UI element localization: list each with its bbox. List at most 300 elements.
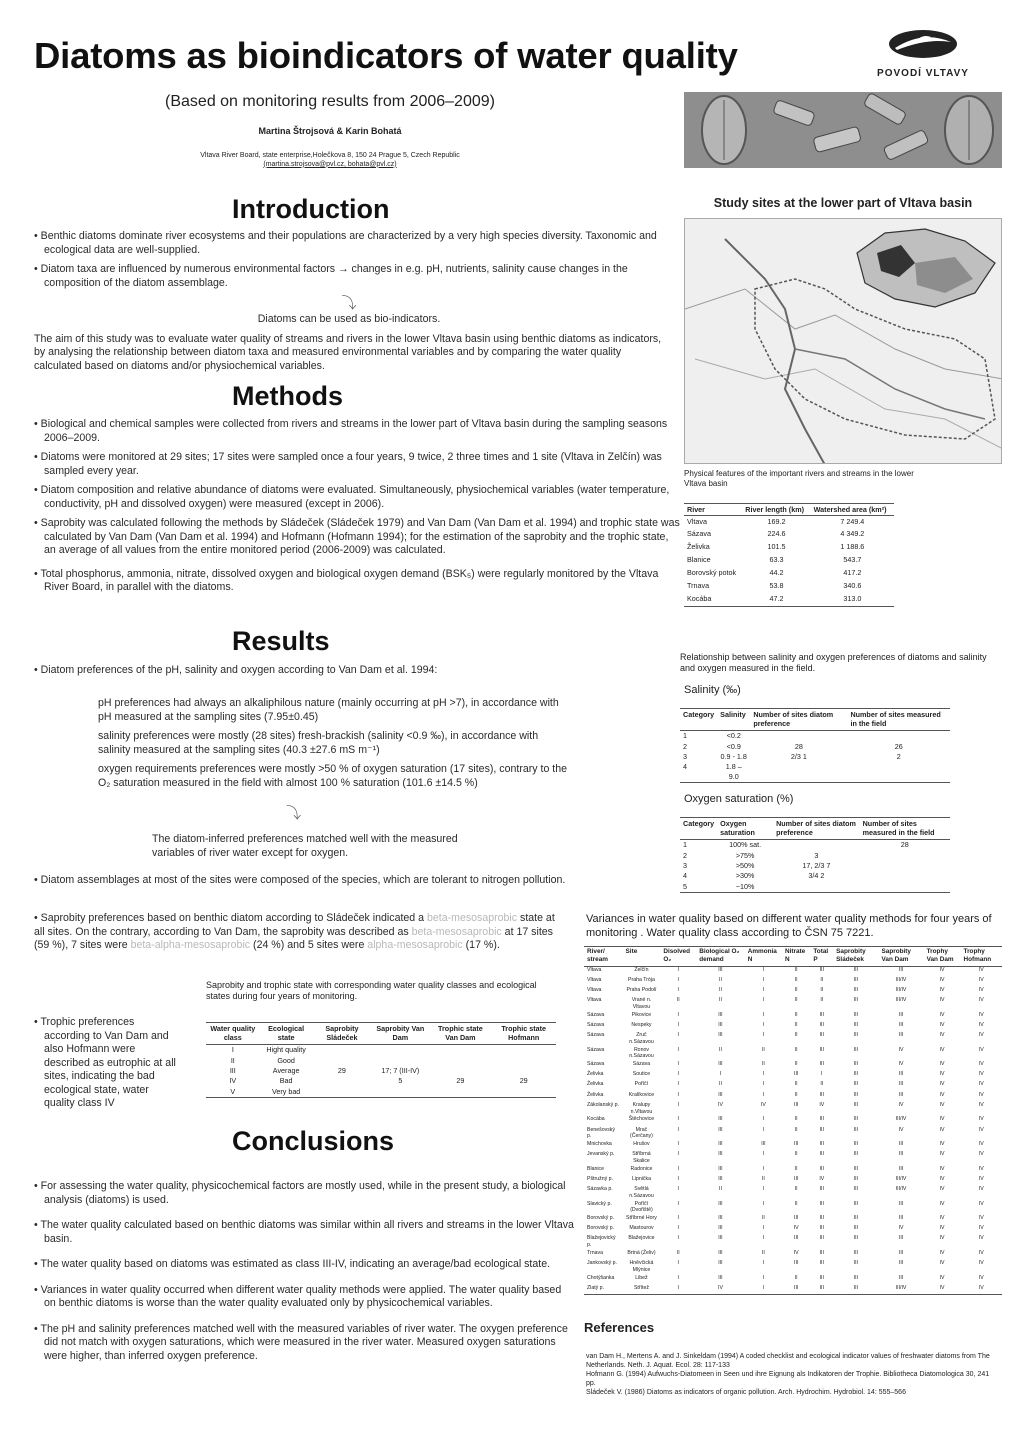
- table-cell: III: [718, 1126, 723, 1133]
- table-cell: 4: [683, 871, 687, 881]
- table-cell: 17; 7 (III-IV): [381, 1065, 420, 1075]
- table-cell: IV: [939, 1249, 945, 1256]
- povodi-vltavy-logo: [848, 28, 998, 86]
- preferences-block: [98, 697, 568, 796]
- table-cell: II: [820, 997, 824, 1004]
- poster-subtitle: (Based on monitoring results from 2006–2009): [165, 93, 495, 110]
- table-row: [584, 1126, 1002, 1141]
- intro-bullet: • Benthic diatoms dominate river ecosystems and their populations are characterized by a very high species diversity. Taxonomic and ecological data are well-supplied.: [34, 230, 664, 257]
- table-cell: I: [677, 1061, 679, 1068]
- table-cell: IV: [939, 1116, 945, 1123]
- table-cell: III: [853, 1165, 858, 1172]
- table-cell: IV: [939, 1225, 945, 1232]
- table-cell: [429, 1044, 491, 1055]
- table-cell: III: [794, 1284, 799, 1291]
- table-cell: I: [677, 967, 679, 974]
- table-cell: IV: [939, 1071, 945, 1078]
- table-cell: Vltava: [587, 967, 602, 974]
- table-cell: IV: [978, 1126, 984, 1133]
- table-row: [684, 516, 894, 529]
- table-cell: II: [794, 1200, 798, 1207]
- table-cell: Borovský p.: [587, 1215, 615, 1222]
- wq-table-caption: Saprobity and trophic state with corresponding water quality classes and ecological states during four years of monitoring.: [206, 980, 537, 1002]
- reference-item: Sládeček V. (1986) Diatoms as indicators of organic pollution. Arch. Hydrochim. Hydrobiol. 14: 555–566: [586, 1389, 906, 1397]
- table-cell: III: [898, 1081, 904, 1088]
- column-header: Number of sites diatom preference: [773, 818, 860, 840]
- table-cell: I: [762, 1011, 765, 1018]
- table-cell: I: [762, 967, 765, 974]
- column-header: Water quality class: [206, 1023, 260, 1045]
- table-cell: Nespeky: [631, 1021, 652, 1028]
- table-row: [584, 1274, 1002, 1284]
- table-cell: IV: [978, 997, 984, 1004]
- table-cell: I: [762, 1126, 765, 1133]
- table-cell: I: [677, 1126, 679, 1133]
- table-cell: II: [761, 1215, 765, 1222]
- oxygen-table: [680, 817, 950, 893]
- introduction-body: [34, 230, 664, 380]
- table-cell: I: [677, 1011, 679, 1018]
- table-cell: III: [819, 1249, 824, 1256]
- table-cell: Ronov n.Sázavou: [629, 1046, 654, 1060]
- table-cell: IV: [898, 1101, 904, 1108]
- table-cell: II: [794, 1126, 798, 1133]
- table-cell: I: [677, 1165, 679, 1172]
- table-row: [584, 997, 1002, 1012]
- table-cell: V: [230, 1086, 236, 1096]
- table-cell: IV: [978, 1032, 984, 1039]
- table-cell: I: [677, 1260, 679, 1267]
- table-cell: III: [853, 1284, 858, 1291]
- table-cell: Želivka: [587, 1081, 604, 1088]
- table-header-row: [680, 818, 950, 840]
- table-cell: II: [676, 997, 680, 1004]
- table-cell: [860, 850, 950, 860]
- intro-center-line: [34, 294, 664, 327]
- table-cell: 2/3 1: [790, 751, 807, 761]
- methods-bullet: • Saprobity was calculated following the methods by Sládeček (Sládeček 1979) and Van Dam (Van Dam et al. 1994) and trophic state was calculated by Van Dam (Van Dam et al. 1994) and Hofmann (Hofmann 1994); for the estimation of the saprobity and the trophic state, an average of all values from the entire monitored period (2006-2009) was calculated.: [34, 517, 680, 558]
- affiliation-text: Vltava River Board, state enterprise,Holečkova 8, 150 24 Prague 5, Czech Republic: [200, 152, 460, 159]
- table-row: [584, 1141, 1002, 1151]
- table-cell: 28: [900, 840, 909, 850]
- table-cell: I: [677, 1186, 679, 1193]
- table-cell: 224.6: [767, 529, 786, 539]
- table-cell: III: [718, 1225, 723, 1232]
- table-cell: IV: [978, 1091, 984, 1098]
- table-cell: III: [761, 1141, 766, 1148]
- column-header: Category: [680, 818, 717, 840]
- table-cell: Zlatý p.: [587, 1284, 605, 1291]
- trophic-preferences: [34, 1016, 180, 1117]
- table-row: [584, 1235, 1002, 1250]
- table-cell: Vltava: [687, 516, 707, 526]
- table-cell: 29: [456, 1076, 465, 1086]
- table-cell: [860, 860, 950, 870]
- table-cell: I: [762, 1235, 765, 1242]
- table-cell: [773, 881, 860, 892]
- table-cell: III: [853, 1021, 858, 1028]
- table-cell: Pikovice: [631, 1011, 652, 1018]
- table-cell: III: [819, 1284, 824, 1291]
- table-cell: IV: [978, 1225, 984, 1232]
- curved-arrow-icon: ⤵: [341, 295, 357, 313]
- table-cell: IV: [819, 1175, 825, 1182]
- table-cell: III: [898, 1249, 904, 1256]
- table-cell: [773, 839, 860, 850]
- table-cell: IV: [939, 1175, 945, 1182]
- table-cell: 313.0: [843, 594, 862, 604]
- table-cell: >50%: [735, 860, 755, 870]
- table-cell: 44.2: [769, 568, 784, 578]
- table-cell: II: [794, 1151, 798, 1158]
- curved-arrow-icon: ⤵: [286, 805, 302, 822]
- table-cell: III: [718, 1260, 723, 1267]
- table-cell: III: [853, 1091, 858, 1098]
- table-cell: IV: [978, 1175, 984, 1182]
- table-cell: I: [231, 1045, 234, 1055]
- table-cell: II: [761, 1175, 765, 1182]
- table-cell: Hrušov: [633, 1141, 650, 1148]
- table-cell: I: [677, 1215, 679, 1222]
- references-heading: References: [584, 1320, 655, 1335]
- table-cell: III: [794, 1175, 799, 1182]
- table-cell: III: [819, 1274, 824, 1281]
- table-cell: [313, 1086, 372, 1097]
- table-row: [584, 1046, 1002, 1061]
- table-cell: III/IV: [895, 1175, 907, 1182]
- saprobity-text: (17 %).: [462, 939, 500, 952]
- table-header-row: [584, 947, 1002, 967]
- emails: (martina.strojsova@pvl.cz, bohata@pvl.cz): [263, 160, 397, 168]
- table-cell: III: [794, 1071, 799, 1078]
- table-cell: 5: [398, 1076, 403, 1086]
- table-cell: Pštružný p.: [587, 1175, 613, 1182]
- column-header: Disolved O₂: [660, 947, 696, 967]
- table-cell: I: [762, 1284, 765, 1291]
- table-cell: Brtná (Želiv): [627, 1249, 656, 1256]
- table-cell: Vltava: [587, 987, 602, 994]
- table-cell: 101.5: [767, 542, 786, 552]
- table-cell: III: [794, 1215, 799, 1222]
- table-cell: 26: [894, 741, 903, 751]
- table-cell: I: [677, 1081, 679, 1088]
- table-cell: III: [853, 1126, 858, 1133]
- relationship-caption: Relationship between salinity and oxygen preferences of diatoms and salinity and oxygen measured in the field.: [680, 652, 987, 674]
- table-row: [584, 1101, 1002, 1116]
- ph-preferences: pH preferences had always an alkaliphilous nature (mainly occurring at pH >7), in accordance with pH measured at the sampling sites (7.95±0.45): [98, 697, 559, 723]
- table-cell: I: [677, 1200, 679, 1207]
- table-cell: Trnava: [687, 581, 710, 591]
- water-quality-table: [206, 1022, 556, 1098]
- table-cell: 28: [794, 741, 803, 751]
- table-cell: III/IV: [895, 987, 907, 994]
- table-cell: IV: [718, 1101, 723, 1108]
- table-cell: 5: [683, 881, 687, 891]
- table-cell: Kocába: [687, 594, 712, 604]
- methods-bullet: • Diatom composition and relative abundance of diatoms were evaluated. Simultaneously, physiochemical variables (water temperature, conductivity, pH and dissolved oxygen) were measured (except in 2006).: [34, 484, 680, 511]
- table-cell: Sázava: [587, 1046, 605, 1053]
- table-row: [680, 871, 950, 881]
- table-cell: III: [853, 1274, 858, 1281]
- table-cell: III: [819, 1046, 824, 1053]
- table-cell: III: [898, 1071, 904, 1078]
- table-row: [584, 1021, 1002, 1031]
- table-cell: III/IV: [895, 1186, 907, 1193]
- table-row: [584, 1215, 1002, 1225]
- table-cell: 3/4 2: [808, 871, 825, 881]
- table-cell: IV: [898, 1126, 904, 1133]
- column-header: Trophic state Hofmann: [491, 1023, 556, 1045]
- rivers-caption: Physical features of the important rivers and streams in the lower Vltava basin: [684, 469, 914, 489]
- table-row: [584, 987, 1002, 997]
- table-cell: II: [794, 1046, 798, 1053]
- table-cell: Hněvčická Mlýnice: [629, 1260, 654, 1273]
- table-row: [584, 1284, 1002, 1294]
- intro-bullet: • Diatom taxa are influenced by numerous environmental factors → changes in e.g. pH, nutrients, salinity cause changes in the composition of the diatom assemblage.: [34, 263, 664, 290]
- table-cell: II: [820, 1081, 824, 1088]
- diatom-micrograph: [684, 92, 1002, 168]
- table-cell: [313, 1055, 372, 1065]
- table-row: [584, 1186, 1002, 1201]
- column-header: Saprobity Van Dam: [879, 947, 924, 967]
- column-header: Category: [680, 709, 717, 731]
- table-cell: III/IV: [895, 997, 907, 1004]
- table-cell: IV: [978, 1061, 984, 1068]
- table-cell: III: [718, 1032, 723, 1039]
- table-cell: IV: [939, 1165, 945, 1172]
- salinity-label: Salinity (‰): [684, 684, 741, 696]
- table-row: [684, 568, 894, 581]
- table-cell: III/IV: [895, 1116, 907, 1123]
- column-header: River/ stream: [584, 947, 623, 967]
- table-cell: [371, 1086, 429, 1097]
- table-row: [680, 839, 950, 850]
- table-cell: IV: [978, 1165, 984, 1172]
- table-cell: [847, 762, 950, 782]
- column-header: Biological O₂ demand: [696, 947, 745, 967]
- reference-item: van Dam H., Mertens A. and J. Sinkeldam (1994) A coded checklist and ecological indicator values of freshwater diatoms from The Netherlands. Neth. J. Aquat. Ecol. 28: 117-133: [586, 1353, 990, 1370]
- column-header: Number of sites measured in the field: [860, 818, 950, 840]
- table-cell: I: [677, 976, 679, 983]
- table-cell: III: [898, 1274, 904, 1281]
- conclusion-bullet: • The water quality based on diatoms was estimated as class III-IV, indicating an average/bad ecological state.: [34, 1258, 574, 1272]
- table-cell: III: [853, 1151, 858, 1158]
- table-cell: IV: [939, 1235, 945, 1242]
- table-cell: I: [677, 1046, 679, 1053]
- table-row: [584, 976, 1002, 986]
- table-cell: Sázava: [687, 529, 711, 539]
- table-cell: IV: [793, 1225, 799, 1232]
- table-cell: III: [718, 1061, 723, 1068]
- saprobity-term: beta-mesosaprobic: [411, 925, 502, 938]
- table-cell: Štěchovice: [628, 1116, 655, 1123]
- table-cell: I: [677, 1175, 679, 1182]
- table-cell: [491, 1044, 556, 1055]
- table-cell: IV: [978, 1249, 984, 1256]
- results-body-2: [34, 874, 574, 894]
- table-cell: [429, 1055, 491, 1065]
- authors: Martina Štrojsová & Karin Bohatá: [258, 126, 402, 136]
- column-header: Trophy Van Dam: [924, 947, 961, 967]
- methods-bullet: • Total phosphorus, ammonia, nitrate, dissolved oxygen and biological oxygen demand (BSK₅) were regularly monitored by the Vltava River Board, in parallel with the diatoms.: [34, 568, 680, 595]
- methods-heading: Methods: [232, 381, 343, 411]
- table-cell: I: [762, 1071, 765, 1078]
- table-cell: Mrač (Čerčany): [630, 1126, 653, 1140]
- table-cell: II: [761, 1249, 765, 1256]
- table-row: [680, 850, 950, 860]
- table-row: [680, 741, 950, 751]
- table-cell: II: [794, 1011, 798, 1018]
- table-cell: III/IV: [895, 976, 907, 983]
- table-row: [584, 966, 1002, 976]
- saprobity-text: (24 %) and 5 sites were: [250, 939, 368, 952]
- table-cell: IV: [898, 1225, 904, 1232]
- table-cell: IV: [978, 1274, 984, 1281]
- table-cell: 3: [814, 850, 819, 860]
- table-cell: II: [719, 1186, 722, 1193]
- table-cell: I: [719, 1071, 722, 1078]
- column-header: River: [684, 504, 742, 516]
- table-cell: Želivka: [587, 1071, 604, 1078]
- table-cell: Mnichovka: [587, 1141, 612, 1148]
- study-sites-map: [684, 218, 1002, 464]
- saprobity-paragraph: • Saprobity preferences based on benthic diatom according to Sládeček indicated a beta-mesosaprobic state at all sites. On the contrary, according to Van Dam, the saprobity was described as beta-mesosaprobic at 17 sites (59 %), 7 sites were beta-alpha-mesosaprobic (24 %) and 5 sites were alpha-mesosaprobic (17 %).: [34, 912, 555, 952]
- variances-caption: Variances in water quality based on different water quality methods for four years of monitoring . Water quality class according to ČSN 75 7221.: [586, 913, 992, 940]
- table-row: [584, 1175, 1002, 1185]
- table-cell: III: [898, 1011, 904, 1018]
- table-cell: [491, 1086, 556, 1097]
- table-cell: IV: [939, 976, 945, 983]
- table-cell: Sázava: [632, 1061, 651, 1068]
- table-cell: III: [794, 1235, 799, 1242]
- column-header: Oxygen saturation: [717, 818, 773, 840]
- table-row: [684, 542, 894, 555]
- table-row: [584, 1200, 1002, 1215]
- table-cell: II: [761, 1046, 765, 1053]
- table-cell: III: [853, 997, 858, 1004]
- table-cell: III: [718, 1274, 723, 1281]
- table-cell: IV: [898, 1046, 904, 1053]
- table-row: [680, 751, 950, 761]
- table-cell: Very bad: [271, 1086, 301, 1096]
- table-cell: II: [794, 1274, 798, 1281]
- table-cell: III: [819, 1021, 824, 1028]
- table-cell: [313, 1044, 372, 1055]
- saprobity-term: beta-mesosaprobic: [426, 912, 518, 924]
- table-cell: Good: [277, 1055, 295, 1065]
- table-cell: III: [794, 1101, 799, 1108]
- table-cell: Soutice: [632, 1071, 651, 1078]
- study-sites-heading: Study sites at the lower part of Vltava basin: [713, 196, 973, 210]
- table-row: [684, 594, 894, 607]
- table-cell: 100% sat.: [729, 840, 762, 850]
- table-cell: II: [794, 1165, 798, 1172]
- table-cell: 543.7: [843, 555, 862, 565]
- table-row: [680, 881, 950, 892]
- table-cell: II: [794, 987, 798, 994]
- table-cell: IV: [978, 976, 984, 983]
- column-header: Watershed area (km²): [811, 504, 894, 516]
- reference-item: Hofmann G. (1994) Aufwuchs-Diatomeen in Seen und ihre Eignung als Indikatoren der Trophie. Bibliotheca Diatomologica 30, 241 pp.: [586, 1371, 990, 1388]
- table-cell: II: [794, 1081, 798, 1088]
- table-row: [680, 762, 950, 782]
- table-cell: Kocába: [587, 1116, 605, 1123]
- table-cell: Blažejovice: [628, 1235, 655, 1242]
- table-cell: III: [819, 1141, 824, 1148]
- table-cell: Lipnička: [631, 1175, 651, 1182]
- table-cell: III: [853, 1200, 858, 1207]
- table-cell: Blanice: [687, 555, 711, 565]
- table-cell: II: [719, 997, 722, 1004]
- table-cell: II: [794, 1186, 798, 1193]
- table-cell: III: [819, 1165, 824, 1172]
- column-header: Ecological state: [260, 1023, 313, 1045]
- table-cell: 7 249.4: [840, 516, 865, 526]
- table-cell: 17, 2/3 7: [802, 860, 831, 870]
- saprobity-text: Saprobity preferences based on benthic diatom according to Sládeček indicated a: [40, 912, 427, 924]
- table-cell: 2: [683, 741, 687, 751]
- conclusion-bullet: • The pH and salinity preferences matched well with the measured variables of river water. The oxygen preference did not match with oxygen saturations, which were measured in the river water. Measured oxygen saturations were higher, than inferred oxygen preference.: [34, 1323, 574, 1364]
- table-cell: Sázava: [587, 1011, 605, 1018]
- conclusion-bullet: • The water quality calculated based on benthic diatoms was similar within all rivers and streams in the lower Vltava basin.: [34, 1219, 574, 1246]
- table-cell: Kralíkovice: [628, 1091, 655, 1098]
- table-cell: I: [762, 1186, 765, 1193]
- table-row: [206, 1044, 556, 1055]
- table-cell: II: [820, 976, 824, 983]
- table-cell: Kralupy n.Vltavou: [630, 1101, 653, 1115]
- table-cell: I: [762, 1091, 765, 1098]
- table-cell: III: [853, 1071, 858, 1078]
- table-cell: Vltava: [587, 976, 602, 983]
- wave-bird-icon: [887, 28, 959, 60]
- table-cell: [860, 881, 950, 892]
- table-cell: IV: [939, 1260, 945, 1267]
- results-bullet: • Diatom assemblages at most of the sites were composed of the species, which are tolerant to nitrogen pollution.: [34, 874, 574, 888]
- table-cell: [491, 1055, 556, 1065]
- table-cell: III: [718, 1091, 723, 1098]
- table-cell: IV: [978, 967, 984, 974]
- table-cell: I: [762, 1151, 765, 1158]
- table-row: [206, 1076, 556, 1086]
- table-cell: III: [853, 1186, 858, 1193]
- table-cell: II: [794, 1116, 798, 1123]
- table-cell: III: [718, 1165, 723, 1172]
- table-cell: Zruč n.Sázavou: [629, 1032, 654, 1045]
- table-cell: III: [898, 1165, 904, 1172]
- poster-title: Diatoms as bioindicators of water quality: [34, 35, 738, 76]
- column-header: Total P: [810, 947, 833, 967]
- table-cell: III: [853, 976, 858, 983]
- column-header: Saprobity Sládeček: [313, 1023, 372, 1045]
- table-cell: IV: [978, 1011, 984, 1018]
- table-cell: II: [794, 1032, 798, 1039]
- table-cell: >30%: [735, 871, 755, 881]
- table-cell: 1.8 – 9.0: [725, 762, 742, 781]
- table-cell: II: [230, 1055, 235, 1065]
- table-cell: III: [853, 1116, 858, 1123]
- table-cell: [429, 1086, 491, 1097]
- table-cell: Sázava: [587, 1061, 605, 1068]
- table-cell: IV: [939, 1126, 945, 1133]
- table-cell: III: [819, 1032, 824, 1039]
- table-cell: II: [761, 1061, 765, 1068]
- table-cell: Bad: [279, 1076, 293, 1086]
- table-cell: Mastourov: [629, 1225, 654, 1232]
- table-cell: Benešovský p.: [587, 1126, 615, 1140]
- table-cell: I: [677, 1151, 679, 1158]
- table-cell: I: [677, 1141, 679, 1148]
- table-row: [684, 581, 894, 594]
